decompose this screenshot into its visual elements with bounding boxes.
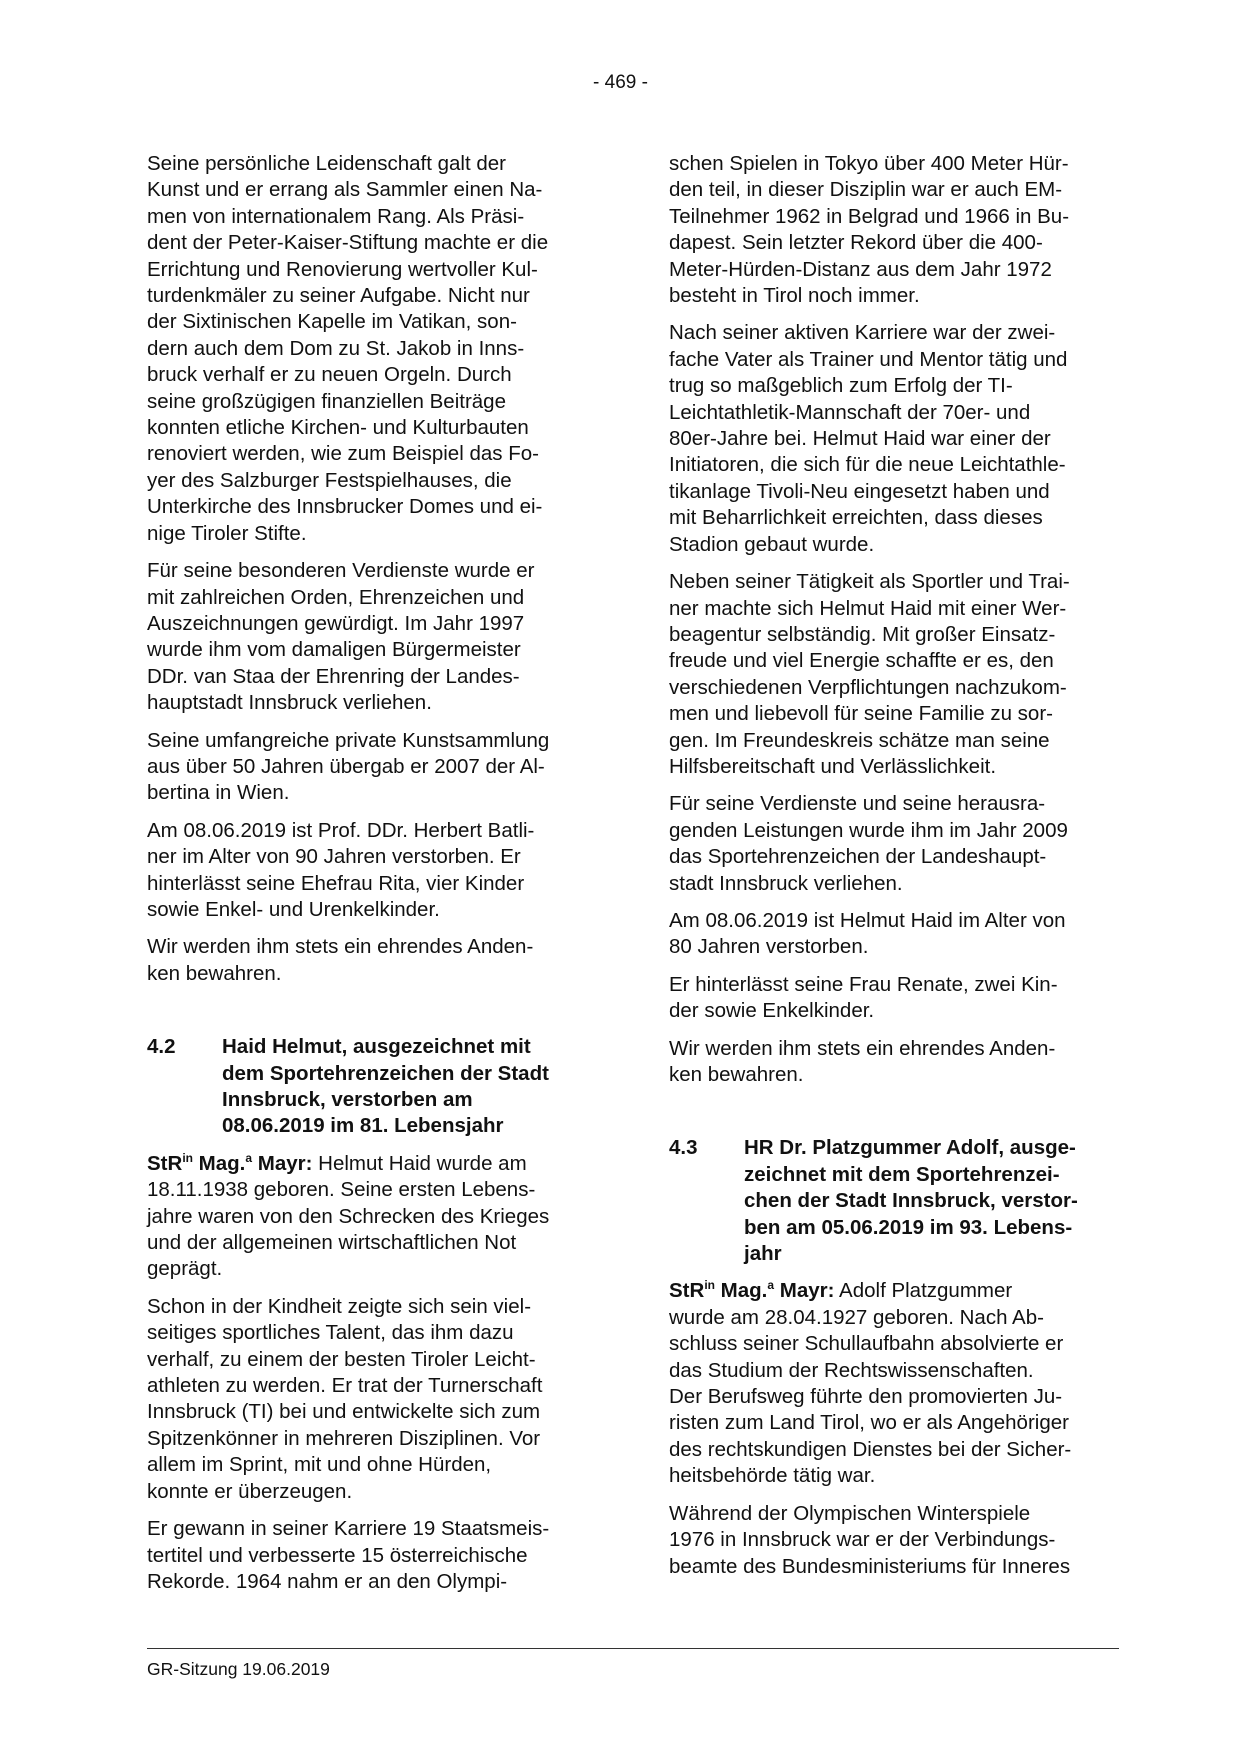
- speaker-degree: Mag.: [714, 1279, 768, 1303]
- text-line: ken bewahren.: [147, 961, 282, 985]
- text-line: konnte er überzeugen.: [147, 1479, 353, 1503]
- section-heading-4-2: [147, 1034, 596, 1140]
- paragraph: [669, 972, 1119, 1025]
- text-line: Während der Olympischen Winterspiele: [669, 1501, 1031, 1525]
- section-heading-4-3: [669, 1135, 1119, 1267]
- text-line: genden Leistungen wurde ihm im Jahr 2009: [669, 818, 1068, 842]
- text-line: Am 08.06.2019 ist Helmut Haid im Alter von: [669, 908, 1066, 932]
- text-line: risten zum Land Tirol, wo er als Angehöriger: [669, 1411, 1069, 1435]
- text-line: aus über 50 Jahren übergab er 2007 der Al-: [147, 754, 545, 778]
- text-line: hauptstadt Innsbruck verliehen.: [147, 691, 432, 715]
- text-line: seine großzügigen finanziellen Beiträge: [147, 389, 506, 413]
- heading-line: HR Dr. Platzgummer Adolf, ausge-: [744, 1136, 1076, 1160]
- text-line: dern auch dem Dom zu St. Jakob in Inns-: [147, 336, 525, 360]
- speaker-degree-sup: a: [767, 1278, 775, 1293]
- section-title: [744, 1135, 1119, 1267]
- heading-line: ben am 05.06.2019 im 93. Lebens-: [744, 1215, 1073, 1239]
- text-line: seitiges sportliches Talent, das ihm dazu: [147, 1321, 514, 1345]
- right-column: [669, 151, 1119, 1591]
- paragraph: [669, 908, 1119, 961]
- heading-line: zeichnet mit dem Sportehrenzei-: [744, 1162, 1060, 1186]
- paragraph: [669, 1278, 1119, 1489]
- heading-line: dem Sportehrenzeichen der Stadt: [222, 1061, 549, 1085]
- text-line: ner machte sich Helmut Haid mit einer Wer-: [669, 596, 1067, 620]
- text-line: bruck verhalf er zu neuen Orgeln. Durch: [147, 363, 512, 387]
- text-line: 18.11.1938 geboren. Seine ersten Lebens-: [147, 1178, 536, 1202]
- footer-text: GR-Sitzung 19.06.2019: [147, 1659, 330, 1679]
- speaker-surname: Mayr:: [774, 1279, 835, 1303]
- paragraph: [147, 934, 596, 987]
- text-line: dent der Peter-Kaiser-Stiftung machte er die: [147, 231, 549, 255]
- text-line: mit zahlreichen Orden, Ehrenzeichen und: [147, 585, 525, 609]
- text-line: tikanlage Tivoli-Neu eingesetzt haben und: [669, 479, 1050, 503]
- text-line: Wir werden ihm stets ein ehrendes Anden-: [147, 935, 534, 959]
- paragraph: [147, 728, 596, 807]
- footer-divider: [147, 1648, 1119, 1649]
- text-line: heitsbehörde tätig war.: [669, 1464, 876, 1488]
- text-line: Kunst und er errang als Sammler einen Na-: [147, 178, 543, 202]
- speaker-line: [669, 1278, 1119, 1304]
- text-line: Neben seiner Tätigkeit als Sportler und Trai-: [669, 570, 1070, 594]
- heading-line: jahr: [744, 1242, 782, 1266]
- speaker-title-sup: in: [182, 1150, 193, 1165]
- speaker-surname: Mayr:: [252, 1151, 313, 1175]
- text-line: Nach seiner aktiven Karriere war der zwei-: [669, 321, 1056, 345]
- section-number: 4.2: [147, 1035, 176, 1059]
- text-line: freude und viel Energie schaffte er es, den: [669, 649, 1054, 673]
- text-line: hinterlässt seine Ehefrau Rita, vier Kinder: [147, 871, 525, 895]
- text-line: und der allgemeinen wirtschaftlichen Not: [147, 1231, 517, 1255]
- text-line: beamte des Bundesministeriums für Inneres: [669, 1554, 1071, 1578]
- text-line: 80er-Jahre bei. Helmut Haid war einer der: [669, 427, 1051, 451]
- paragraph: [669, 1036, 1119, 1089]
- text-line: Er hinterlässt seine Frau Renate, zwei Kin-: [669, 972, 1058, 996]
- text-line: Initiatoren, die sich für die neue Leichtathle-: [669, 453, 1066, 477]
- text-line: Seine persönliche Leidenschaft galt der: [147, 152, 506, 175]
- text-line: verhalf, zu einem der besten Tiroler Leicht-: [147, 1347, 536, 1371]
- text-line: verschiedenen Verpflichtungen nachzukom-: [669, 675, 1067, 699]
- text-line: turdenkmäler zu seiner Aufgabe. Nicht nur: [147, 284, 530, 308]
- speaker-title: StR: [669, 1279, 705, 1303]
- text-line: Meter-Hürden-Distanz aus dem Jahr 1972: [669, 257, 1052, 281]
- page-number: - 469 -: [593, 72, 648, 93]
- text-line: Wir werden ihm stets ein ehrendes Anden-: [669, 1036, 1056, 1060]
- section-number: 4.3: [669, 1136, 698, 1160]
- text-line: mit Beharrlichkeit erreichten, dass dieses: [669, 506, 1043, 530]
- text-line: Für seine besonderen Verdienste wurde er: [147, 559, 535, 583]
- text-line: allem im Sprint, mit und ohne Hürden,: [147, 1453, 492, 1477]
- text-line: Der Berufsweg führte den promovierten Ju-: [669, 1385, 1063, 1409]
- text-line: geprägt.: [147, 1257, 223, 1281]
- text-line: des rechtskundigen Dienstes bei der Sicher-: [669, 1437, 1072, 1461]
- heading-line: Innsbruck, verstorben am: [222, 1088, 473, 1111]
- paragraph: [669, 791, 1119, 897]
- text-line: Am 08.06.2019 ist Prof. DDr. Herbert Batli-: [147, 818, 535, 842]
- speaker-line: [147, 1151, 596, 1177]
- paragraph: [147, 1294, 596, 1505]
- heading-line: chen der Stadt Innsbruck, verstor-: [744, 1189, 1078, 1213]
- speaker-title: StR: [147, 1151, 183, 1175]
- heading-line: Haid Helmut, ausgezeichnet mit: [222, 1035, 531, 1059]
- text-line: Unterkirche des Innsbrucker Domes und ei-: [147, 495, 543, 519]
- text-fragment: Adolf Platzgummer: [834, 1279, 1013, 1303]
- text-line: bertina in Wien.: [147, 781, 290, 805]
- paragraph: [669, 1501, 1119, 1580]
- paragraph: [669, 569, 1119, 780]
- text-line: der Sixtinischen Kapelle im Vatikan, son-: [147, 310, 517, 334]
- text-line: Schon in der Kindheit zeigte sich sein viel-: [147, 1294, 532, 1318]
- speaker-degree: Mag.: [192, 1151, 246, 1175]
- paragraph: [669, 151, 1119, 309]
- text-line: tertitel und verbesserte 15 österreichische: [147, 1543, 528, 1567]
- text-line: sowie Enkel- und Urenkelkinder.: [147, 897, 440, 921]
- text-line: Er gewann in seiner Karriere 19 Staatsmeis-: [147, 1517, 550, 1541]
- text-line: schen Spielen in Tokyo über 400 Meter Hür-: [669, 152, 1069, 175]
- paragraph: [147, 818, 596, 924]
- text-line: schluss seiner Schullaufbahn absolvierte er: [669, 1332, 1064, 1356]
- text-line: das Studium der Rechtswissenschaften.: [669, 1358, 1034, 1382]
- text-line: Für seine Verdienste und seine herausra-: [669, 792, 1046, 816]
- text-line: ken bewahren.: [669, 1063, 804, 1086]
- text-line: Errichtung und Renovierung wertvoller Kul-: [147, 257, 538, 281]
- heading-line: 08.06.2019 im 81. Lebensjahr: [222, 1114, 504, 1138]
- text-line: fache Vater als Trainer und Mentor tätig und: [669, 347, 1068, 371]
- text-line: ner im Alter von 90 Jahren verstorben. Er: [147, 845, 521, 869]
- section-title: [222, 1034, 596, 1140]
- text-line: renoviert werden, wie zum Beispiel das Fo-: [147, 442, 539, 466]
- text-line: besteht in Tirol noch immer.: [669, 284, 920, 308]
- text-line: Hilfsbereitschaft und Verlässlichkeit.: [669, 754, 997, 778]
- text-line: 1976 in Innsbruck war er der Verbindungs-: [669, 1528, 1056, 1552]
- text-line: Seine umfangreiche private Kunstsammlung: [147, 728, 550, 752]
- paragraph: [147, 558, 596, 716]
- text-line: dapest. Sein letzter Rekord über die 400-: [669, 231, 1043, 255]
- text-line: Spitzenkönner in mehreren Disziplinen. Vor: [147, 1426, 541, 1450]
- text-line: yer des Salzburger Festspielhauses, die: [147, 468, 512, 492]
- text-line: trug so maßgeblich zum Erfolg der TI-: [669, 374, 1013, 398]
- left-column: [147, 151, 596, 1606]
- paragraph: [147, 1516, 596, 1595]
- paragraph: [669, 320, 1119, 558]
- text-line: Leichtathletik-Mannschaft der 70er- und: [669, 400, 1031, 424]
- text-line: men und liebevoll für seine Familie zu sor-: [669, 702, 1053, 726]
- text-line: Teilnehmer 1962 in Belgrad und 1966 in Bu-: [669, 204, 1070, 228]
- text-line: das Sportehrenzeichen der Landeshaupt-: [669, 845, 1047, 869]
- speaker-name: [147, 1152, 312, 1175]
- text-line: Innsbruck (TI) bei und entwickelte sich zum: [147, 1400, 541, 1424]
- text-line: der sowie Enkelkinder.: [669, 999, 875, 1023]
- text-line: 80 Jahren verstorben.: [669, 935, 869, 959]
- speaker-title-sup: in: [704, 1278, 715, 1293]
- speaker-degree-sup: a: [245, 1150, 253, 1165]
- text-line: jahre waren von den Schrecken des Krieges: [147, 1204, 550, 1228]
- text-fragment: Helmut Haid wurde am: [312, 1151, 527, 1175]
- paragraph: [147, 151, 596, 547]
- text-line: athleten zu werden. Er trat der Turnerschaft: [147, 1374, 543, 1398]
- text-line: beagentur selbständig. Mit großer Einsatz-: [669, 622, 1056, 646]
- text-line: konnten etliche Kirchen- und Kulturbauten: [147, 416, 529, 440]
- text-line: stadt Innsbruck verliehen.: [669, 871, 903, 895]
- text-line: wurde ihm vom damaligen Bürgermeister: [147, 638, 521, 662]
- text-line: DDr. van Staa der Ehrenring der Landes-: [147, 664, 520, 688]
- paragraph: [147, 1151, 596, 1283]
- text-line: men von internationalem Rang. Als Präsi-: [147, 204, 525, 228]
- text-line: gen. Im Freundeskreis schätze man seine: [669, 728, 1050, 752]
- text-line: nige Tiroler Stifte.: [147, 521, 307, 545]
- text-line: Auszeichnungen gewürdigt. Im Jahr 1997: [147, 611, 525, 635]
- text-line: Rekorde. 1964 nahm er an den Olympi-: [147, 1569, 508, 1593]
- text-line: Stadion gebaut wurde.: [669, 532, 875, 556]
- speaker-name: [669, 1279, 834, 1302]
- text-line: den teil, in dieser Disziplin war er auch EM-: [669, 178, 1063, 202]
- text-line: wurde am 28.04.1927 geboren. Nach Ab-: [669, 1305, 1044, 1329]
